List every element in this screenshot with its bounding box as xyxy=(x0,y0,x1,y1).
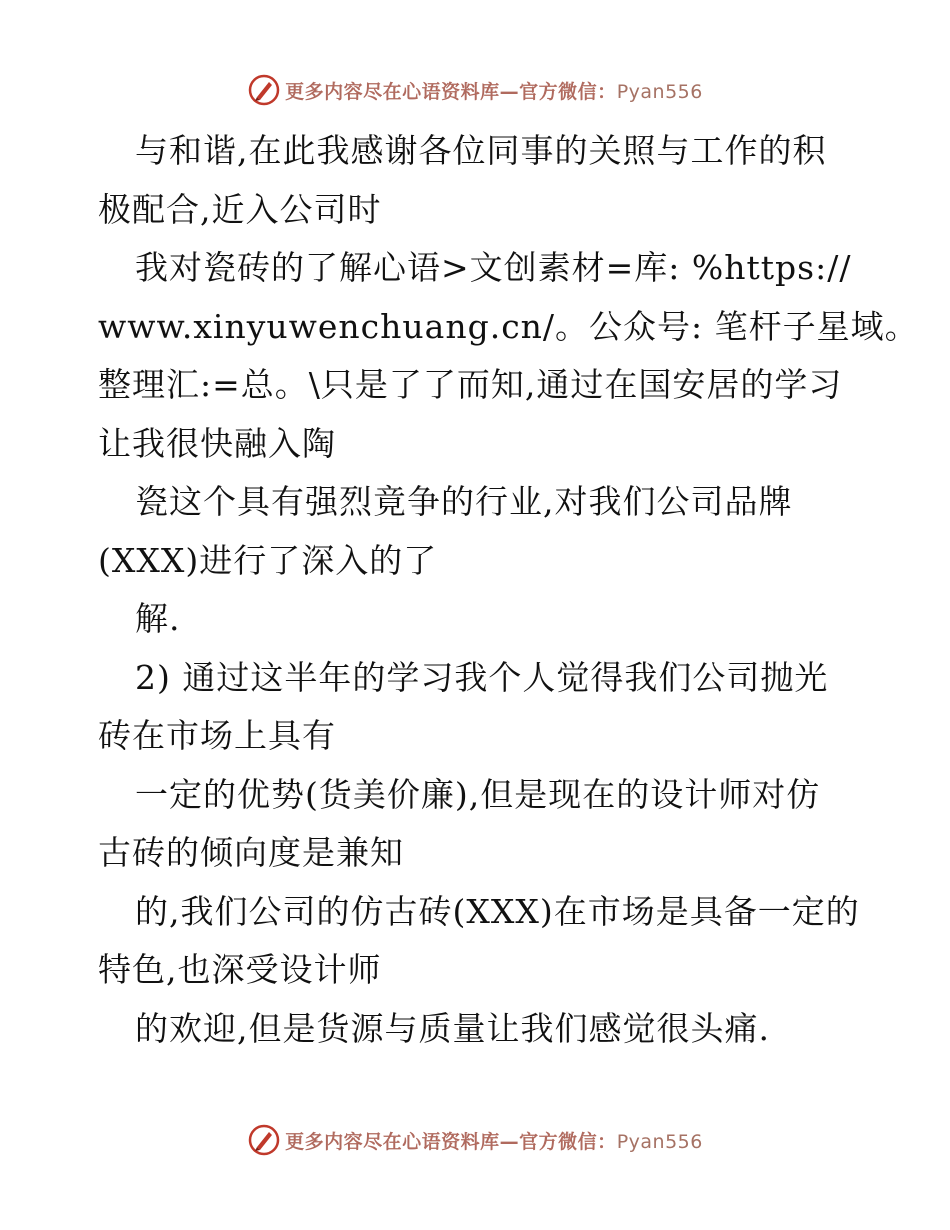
text-line: 整理汇:=总。\只是了了而知,通过在国安居的学习 xyxy=(98,365,843,404)
pen-logo-icon xyxy=(247,73,281,107)
banner-text xyxy=(285,1127,703,1154)
text-line: 让我很快融入陶 xyxy=(98,423,336,463)
text-line: 解. xyxy=(135,599,181,638)
footer-banner xyxy=(0,1120,950,1160)
banner-wechat-label: 官方微信： xyxy=(519,80,617,103)
text-line: 2) 通过这半年的学习我个人觉得我们公司抛光 xyxy=(135,657,829,697)
header-banner xyxy=(0,70,950,110)
text-line: www.xinyuwenchuang.cn/。公众号: 笔杆子星域。 xyxy=(98,306,919,346)
text-line: (XXX)进行了深入的了 xyxy=(98,540,438,580)
banner-wechat-label: 官方微信： xyxy=(519,1130,617,1153)
banner-separator: — xyxy=(499,1130,520,1153)
banner-wechat-id: Pyan556 xyxy=(616,1130,703,1153)
document-body xyxy=(98,122,919,1058)
banner-separator: — xyxy=(499,80,520,103)
text-line: 我对瓷砖的了解心语>文创素材=库: %https:// xyxy=(135,248,852,287)
text-line: 的欢迎,但是货源与质量让我们感觉很头痛. xyxy=(135,1008,770,1048)
banner-wechat-id: Pyan556 xyxy=(616,80,703,103)
text-line: 极配合,近入公司时 xyxy=(98,189,382,229)
pen-logo-icon xyxy=(247,1123,281,1157)
text-line: 与和谐,在此我感谢各位同事的关照与工作的积 xyxy=(135,131,827,170)
text-line: 瓷这个具有强烈竟争的行业,对我们公司品牌 xyxy=(135,482,793,521)
banner-title: 更多内容尽在心语资料库 xyxy=(285,80,500,103)
text-line: 一定的优势(货美价廉),但是现在的设计师对仿 xyxy=(135,774,821,814)
banner-title: 更多内容尽在心语资料库 xyxy=(285,1130,500,1153)
text-line: 特色,也深受设计师 xyxy=(98,950,382,989)
text-line: 砖在市场上具有 xyxy=(98,716,336,755)
text-line: 古砖的倾向度是兼知 xyxy=(98,833,404,872)
banner-text xyxy=(285,77,703,104)
text-line: 的,我们公司的仿古砖(XXX)在市场是具备一定的 xyxy=(135,891,860,931)
